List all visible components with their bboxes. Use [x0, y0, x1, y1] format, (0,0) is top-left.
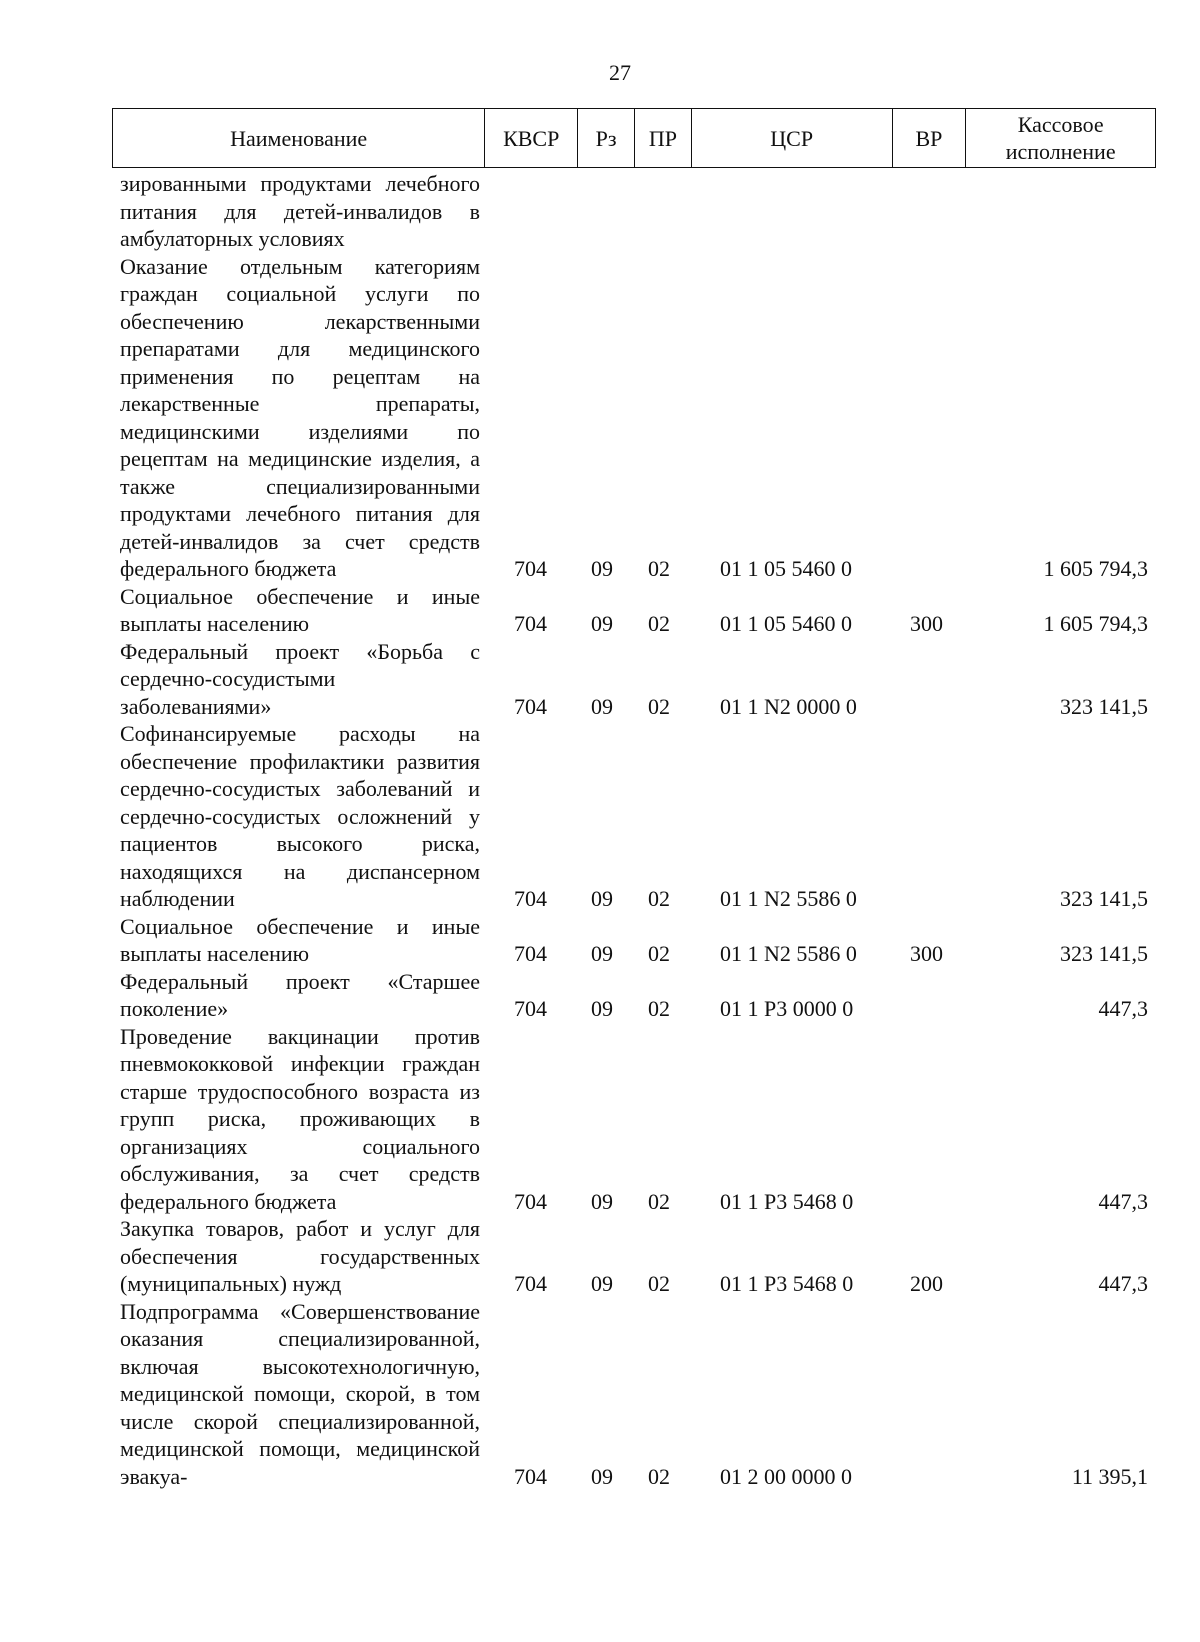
row-csr: 01 1 P3 5468 0	[720, 1271, 854, 1296]
row-amount: 447,3	[1098, 1271, 1148, 1296]
table-row	[0, 170, 1200, 253]
row-csr: 01 1 05 5460 0	[720, 611, 852, 636]
page-number: 27	[609, 60, 631, 85]
row-rz: 09	[591, 1463, 613, 1489]
table-body	[0, 170, 1200, 1490]
row-rz: 09	[591, 941, 613, 966]
row-amount: 323 141,5	[1060, 941, 1148, 966]
table-row	[0, 253, 1200, 583]
row-csr: 01 1 N2 0000 0	[720, 693, 857, 719]
row-amount: 1 605 794,3	[1043, 556, 1148, 581]
row-name: Проведение вакцинации против пневмококковой инфекции граждан старше трудоспособного возраста из групп риска, проживающих в организациях социального обслуживания, за счет средств федерального бюджета	[120, 1023, 480, 1214]
table-row	[0, 1023, 1200, 1216]
header-rz: Рз	[578, 109, 635, 167]
row-kvsr: 704	[514, 1271, 547, 1296]
row-rz: 09	[591, 556, 613, 581]
row-rz: 09	[591, 1188, 613, 1214]
table-row	[0, 913, 1200, 968]
row-pr: 02	[648, 1188, 670, 1214]
table-row	[0, 968, 1200, 1023]
row-name: Федеральный проект «Старшее поколение»	[120, 968, 480, 1021]
row-pr: 02	[648, 1271, 670, 1296]
row-name: Закупка товаров, работ и услуг для обеспечения государственных (муниципальных) нужд	[120, 1216, 480, 1296]
row-kvsr: 704	[514, 611, 547, 636]
row-csr: 01 1 N2 5586 0	[720, 886, 857, 911]
row-name: Оказание отдельным категориям граждан социальной услуги по обеспечению лекарственными препаратами для медицинского применения по рецептам на лекарственные препараты, медицинскими изделиями по рецептам на медицинские изделия, а также специализированными продуктами лечебного питания для детей-инвалидов за счет средств федерального бюджета	[120, 253, 480, 581]
row-kvsr: 704	[514, 693, 547, 719]
row-kvsr: 704	[514, 1463, 547, 1489]
row-rz: 09	[591, 886, 613, 911]
row-pr: 02	[648, 693, 670, 719]
row-name: Софинансируемые расходы на обеспечение профилактики развития сердечно-сосудистых заболеваний и сердечно-сосудистых осложнений у пациентов высокого риска, находящихся на диспансерном наблюдении	[120, 721, 480, 911]
row-name: зированными продуктами лечебного питания для детей-инвалидов в амбулаторных условиях	[120, 171, 480, 251]
header-kvsr: КВСР	[485, 109, 578, 167]
row-amount: 11 395,1	[1071, 1463, 1148, 1489]
row-csr: 01 1 05 5460 0	[720, 556, 852, 581]
header-name: Наименование	[113, 109, 485, 167]
table-row	[0, 1215, 1200, 1298]
row-kvsr: 704	[514, 556, 547, 581]
row-vr: 300	[910, 941, 943, 966]
row-amount: 447,3	[1098, 996, 1148, 1021]
row-rz: 09	[591, 611, 613, 636]
row-name: Социальное обеспечение и иные выплаты населению	[120, 583, 480, 636]
row-pr: 02	[648, 611, 670, 636]
row-csr: 01 1 N2 5586 0	[720, 941, 857, 966]
header-csr: ЦСР	[692, 109, 893, 167]
row-kvsr: 704	[514, 941, 547, 966]
row-amount: 447,3	[1098, 1188, 1148, 1214]
header-pr: ПР	[635, 109, 692, 167]
row-vr: 300	[910, 611, 943, 636]
row-csr: 01 2 00 0000 0	[720, 1463, 852, 1489]
table-row	[0, 638, 1200, 721]
row-name: Подпрограмма «Совершенствование оказания специализированной, включая высокотехнологичную, медицинской помощи, скорой, в том числе скорой специализированной, медицинской помощи, медицинской эвакуа-	[120, 1298, 480, 1489]
row-name: Федеральный проект «Борьба с сердечно-сосудистыми заболеваниями»	[120, 638, 480, 719]
table-row	[0, 720, 1200, 913]
row-kvsr: 704	[514, 886, 547, 911]
row-kvsr: 704	[514, 1188, 547, 1214]
row-amount: 323 141,5	[1060, 886, 1148, 911]
row-pr: 02	[648, 1463, 670, 1489]
row-csr: 01 1 P3 0000 0	[720, 996, 854, 1021]
row-amount: 1 605 794,3	[1043, 611, 1148, 636]
row-vr: 200	[910, 1271, 943, 1296]
table-header	[112, 108, 1156, 168]
row-csr: 01 1 P3 5468 0	[720, 1188, 854, 1214]
row-rz: 09	[591, 693, 613, 719]
row-pr: 02	[648, 941, 670, 966]
row-rz: 09	[591, 1271, 613, 1296]
table-row	[0, 1298, 1200, 1491]
table-row	[0, 583, 1200, 638]
row-kvsr: 704	[514, 996, 547, 1021]
row-name: Социальное обеспечение и иные выплаты населению	[120, 913, 480, 966]
row-amount: 323 141,5	[1060, 693, 1148, 719]
row-pr: 02	[648, 886, 670, 911]
header-vr: ВР	[893, 109, 967, 167]
row-pr: 02	[648, 996, 670, 1021]
row-pr: 02	[648, 556, 670, 581]
header-kassovoe-ispolnenie: Кассовое исполнение	[1005, 112, 1116, 164]
row-rz: 09	[591, 996, 613, 1021]
